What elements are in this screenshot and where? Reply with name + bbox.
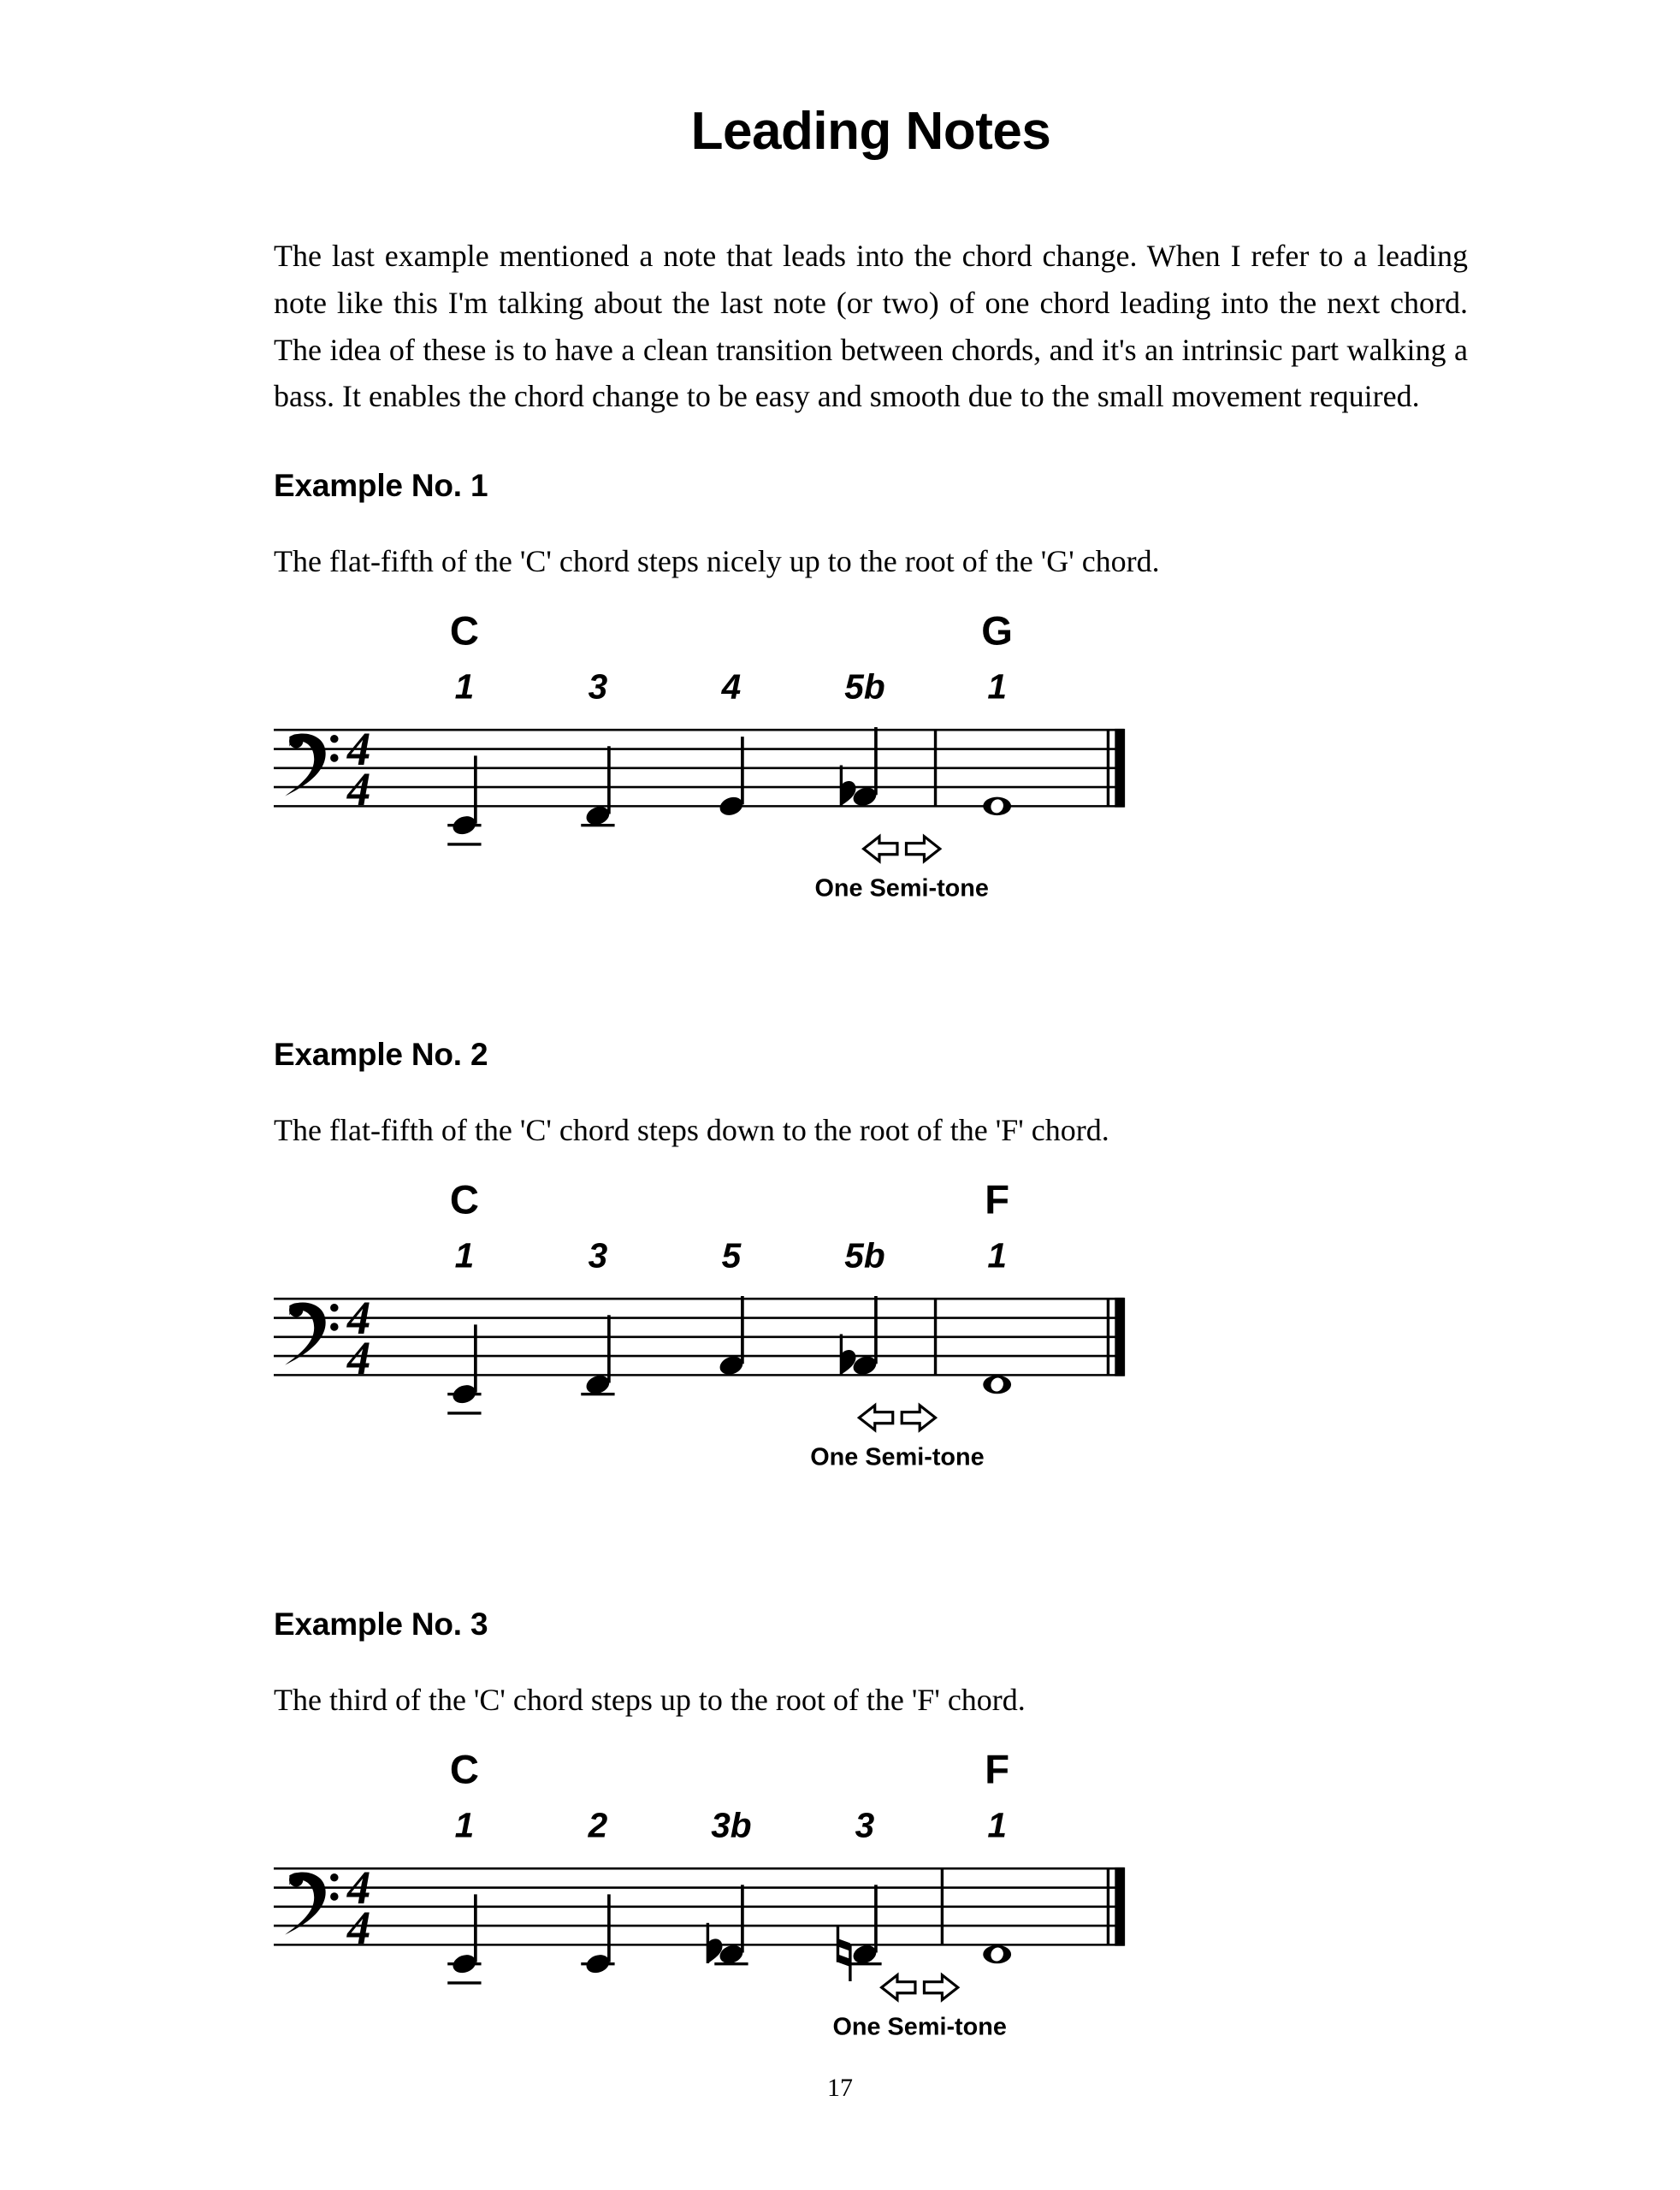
scale-degree-label: 3 — [855, 1805, 875, 1845]
scale-degree-label: 3 — [588, 666, 608, 707]
time-signature-denominator: 4 — [346, 1332, 371, 1385]
chord-symbol: C — [449, 1177, 479, 1223]
scale-degree-label: 1 — [987, 666, 1007, 707]
scale-degree-label: 2 — [588, 1805, 608, 1845]
double-arrow-icon — [859, 1406, 935, 1430]
scale-degree-label: 5b — [844, 1235, 885, 1276]
time-signature-denominator: 4 — [346, 1901, 371, 1954]
chord-symbol: C — [449, 608, 479, 654]
semitone-annotation: One Semi-tone — [832, 2012, 1007, 2040]
staff-lines — [274, 1299, 1124, 1376]
music-notation-2 — [274, 1153, 1468, 1512]
chord-symbol: G — [981, 608, 1014, 654]
final-barline-thick — [1115, 729, 1125, 808]
chord-symbol: F — [985, 1177, 1010, 1223]
time-signature-numerator: 4 — [346, 1861, 371, 1914]
double-arrow-icon — [882, 1974, 958, 1999]
scale-degree-label: 1 — [454, 1235, 475, 1276]
example-description-1: The flat-fifth of the 'C' chord steps nicely up to the root of the 'G' chord. — [274, 544, 1160, 579]
staff-lines — [274, 1868, 1124, 1944]
intro-paragraph: The last example mentioned a note that leads into the chord change. When I refer to a leading note like this I'm talking about the last note (or two) of one chord leading into the next chord. The idea of these is to have a clean transition between chords, and it's an intrinsic part walking a bass. It enables the chord change to be easy and smooth due to the small movement required. — [274, 239, 1468, 414]
example-section-1 — [274, 420, 1468, 943]
time-signature — [346, 1862, 371, 1954]
page-content — [274, 0, 1468, 2081]
scale-degree-label: 3 — [588, 1235, 608, 1276]
time-signature — [346, 723, 371, 815]
example-heading-1: Example No. 1 — [274, 468, 488, 504]
music-staff — [274, 1745, 1283, 2081]
music-notation-3 — [274, 1723, 1468, 2081]
scale-degree-label: 5b — [844, 666, 885, 707]
final-barline-thick — [1115, 1867, 1125, 1946]
staff-lines — [274, 730, 1124, 806]
page-number: 17 — [827, 2074, 853, 2102]
time-signature-numerator: 4 — [346, 722, 371, 775]
music-notation-1 — [274, 584, 1468, 943]
chord-symbol: F — [985, 1747, 1010, 1793]
music-staff — [274, 1175, 1283, 1512]
note-1 — [983, 1376, 1011, 1394]
final-barline-thick — [1115, 1298, 1125, 1376]
note-1 — [983, 797, 1011, 816]
example-description-3: The third of the 'C' chord steps up to the root of the 'F' chord. — [274, 1682, 1026, 1717]
semitone-annotation: One Semi-tone — [814, 874, 989, 903]
note-3 — [837, 1885, 881, 1981]
natural-accidental-icon — [837, 1925, 849, 1981]
example-heading-2: Example No. 2 — [274, 1037, 488, 1073]
scale-degree-label: 1 — [454, 1805, 475, 1845]
scale-degree-label: 3b — [711, 1805, 752, 1845]
time-signature-numerator: 4 — [346, 1292, 371, 1345]
example-description-2: The flat-fifth of the 'C' chord steps down to the root of the 'F' chord. — [274, 1113, 1109, 1148]
example-section-3 — [274, 1559, 1468, 2081]
time-signature-denominator: 4 — [346, 763, 371, 816]
chord-symbol: C — [449, 1747, 479, 1793]
double-arrow-icon — [864, 837, 940, 861]
scale-degree-label: 5 — [721, 1235, 742, 1276]
semitone-annotation: One Semi-tone — [810, 1443, 985, 1471]
scale-degree-label: 1 — [454, 666, 475, 707]
time-signature — [346, 1292, 371, 1384]
music-staff — [274, 607, 1283, 943]
page-title: Leading Notes — [690, 102, 1051, 161]
scale-degree-label: 1 — [987, 1805, 1007, 1845]
example-section-2 — [274, 989, 1468, 1512]
scale-degree-label: 1 — [987, 1235, 1007, 1276]
example-heading-3: Example No. 3 — [274, 1606, 488, 1642]
scale-degree-label: 4 — [721, 666, 742, 707]
note-1 — [983, 1944, 1011, 1963]
